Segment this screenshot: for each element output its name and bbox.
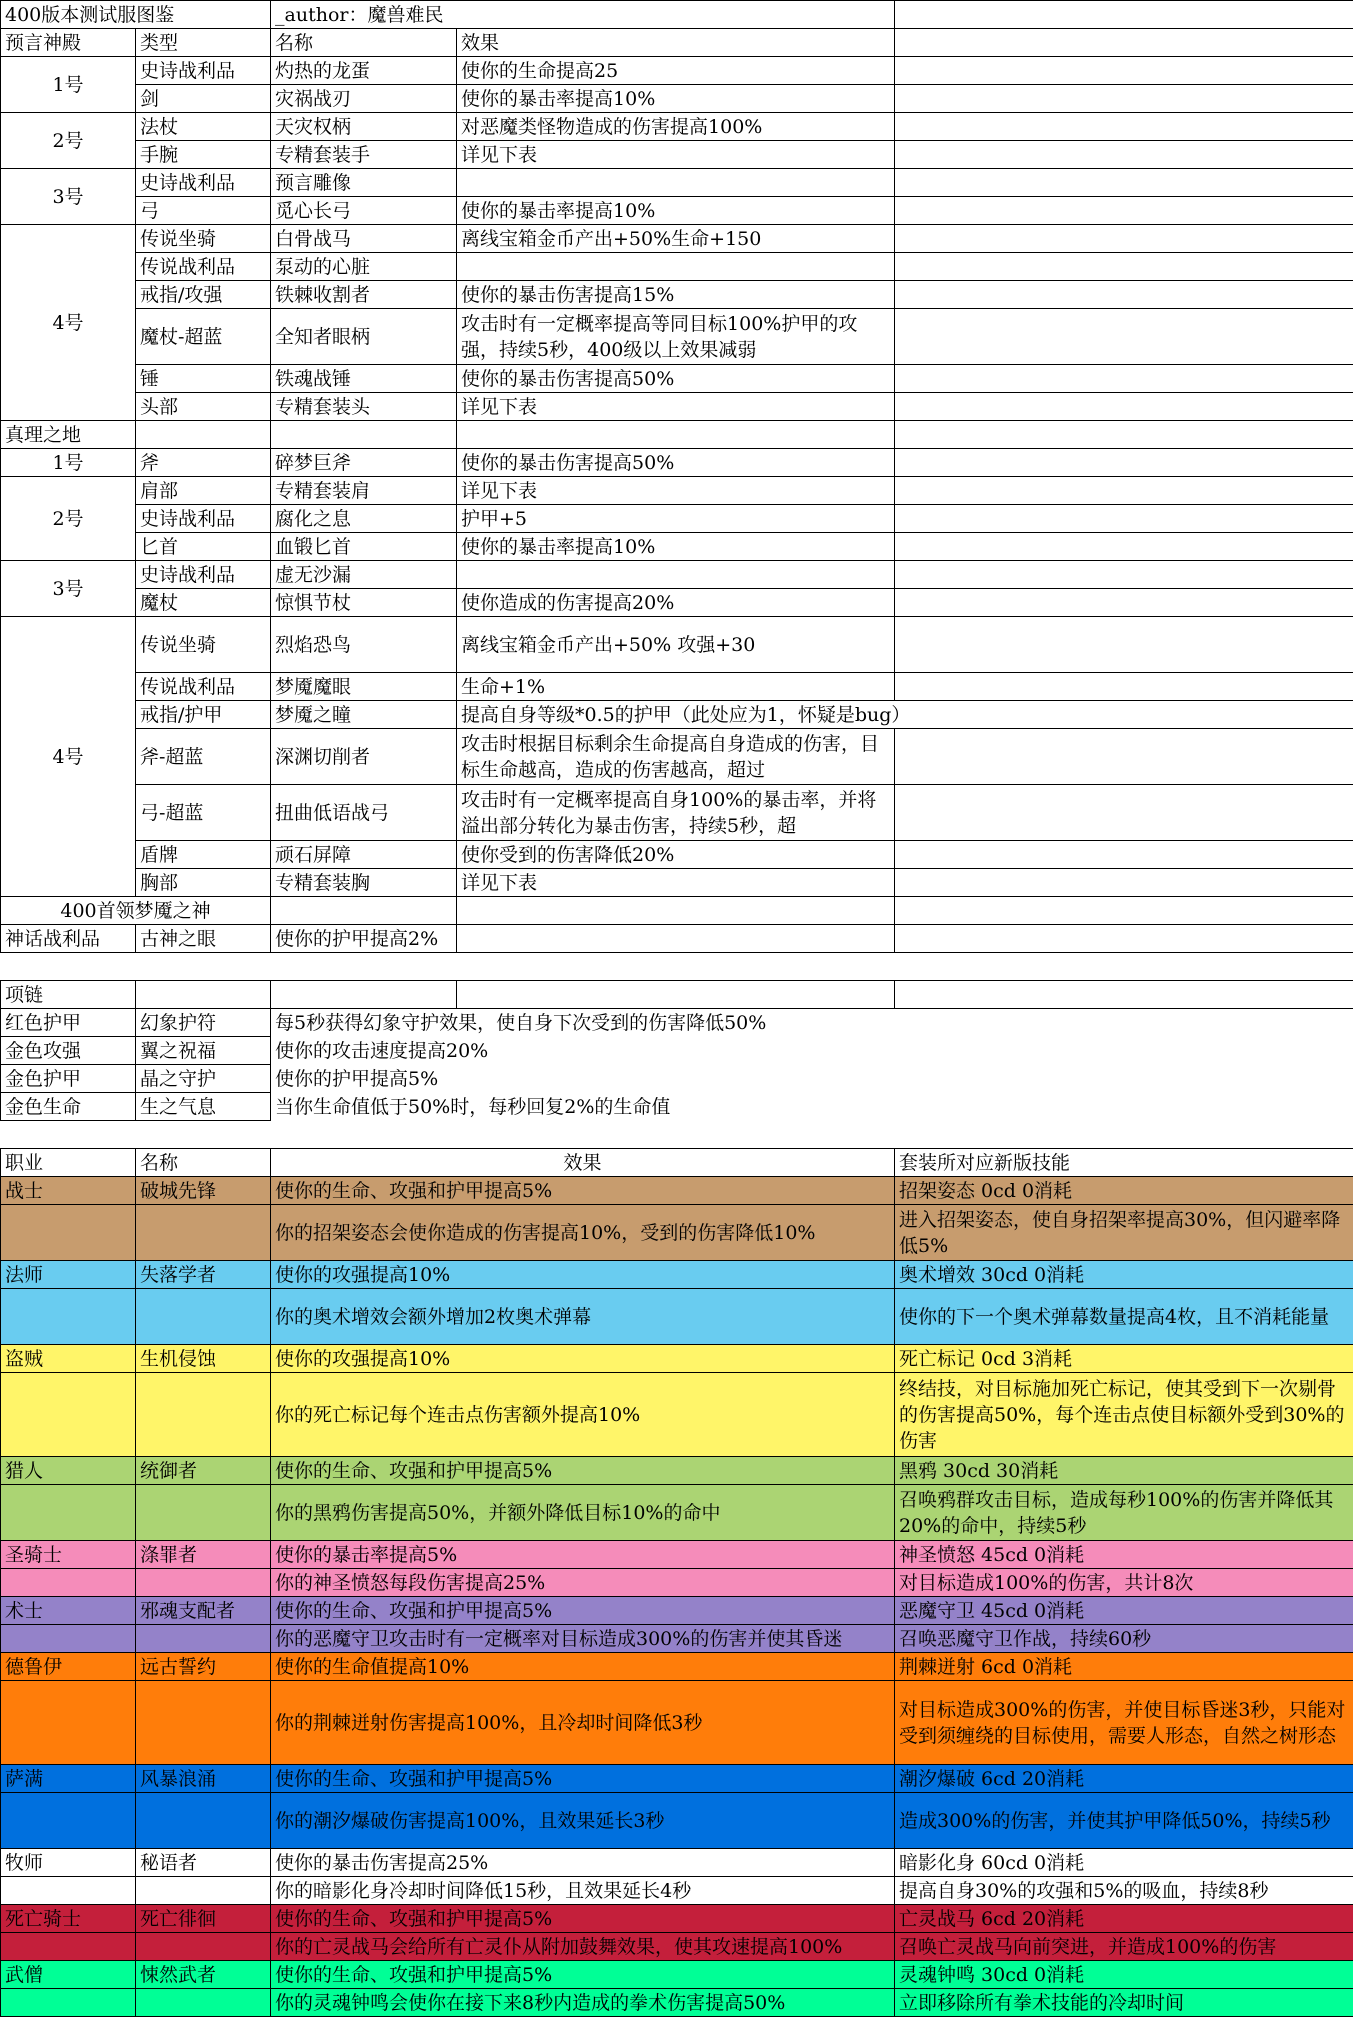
necklace-name[interactable]: 幻象护符 (136, 1009, 271, 1037)
item-type[interactable]: 剑 (136, 85, 271, 113)
item-type[interactable]: 史诗战利品 (136, 57, 271, 85)
item-effect[interactable]: 使你的生命提高25 (457, 57, 895, 85)
cell[interactable] (1, 1989, 136, 2017)
item-type[interactable]: 史诗战利品 (136, 561, 271, 589)
item-name[interactable]: 天灾权柄 (271, 113, 457, 141)
table-row (1, 505, 1353, 533)
item-name[interactable]: 专精套装胸 (271, 869, 457, 897)
skill-name[interactable]: 神圣愤怒 45cd 0消耗 (895, 1541, 1353, 1569)
item-type[interactable]: 肩部 (136, 477, 271, 505)
set-name[interactable]: 失落学者 (136, 1261, 271, 1289)
skill-desc[interactable]: 使你的下一个奥术弹幕数量提高4枚，且不消耗能量 (895, 1289, 1353, 1345)
cell[interactable] (895, 197, 1353, 225)
title-row (1, 1, 1353, 29)
set-effect[interactable]: 使你的暴击率提高5% (271, 1541, 895, 1569)
class-row (1, 1849, 1353, 1877)
item-effect[interactable]: 使你的暴击伤害提高50% (457, 365, 895, 393)
skill-desc[interactable]: 召唤亡灵战马向前突进，并造成100%的伤害 (895, 1933, 1353, 1961)
set-bonus[interactable]: 你的恶魔守卫攻击时有一定概率对目标造成300%的伤害并使其昏迷 (271, 1625, 895, 1653)
boss-label[interactable]: 2号 (1, 477, 136, 561)
cell[interactable] (895, 505, 1353, 533)
set-name[interactable]: 死亡徘徊 (136, 1905, 271, 1933)
item-name[interactable]: 梦魇魔眼 (271, 673, 457, 701)
item-type[interactable]: 胸部 (136, 869, 271, 897)
cell[interactable] (895, 589, 1353, 617)
boss-label[interactable]: 3号 (1, 561, 136, 617)
class-name[interactable]: 法师 (1, 1261, 136, 1289)
item-effect[interactable]: 离线宝箱金币产出+50% 攻强+30 (457, 617, 895, 673)
set-name[interactable]: 破城先锋 (136, 1177, 271, 1205)
cell[interactable] (136, 1933, 271, 1961)
item-name[interactable]: 专精套装肩 (271, 477, 457, 505)
class-row (1, 1457, 1353, 1485)
set-effect[interactable]: 使你的生命值提高10% (271, 1653, 895, 1681)
item-type[interactable]: 匕首 (136, 533, 271, 561)
set-name[interactable]: 邪魂支配者 (136, 1597, 271, 1625)
class-name[interactable]: 圣骑士 (1, 1541, 136, 1569)
item-effect[interactable]: 攻击时有一定概率提高自身100%的暴击率，并将溢出部分转化为暴击伤害，持续5秒，超 (457, 785, 895, 841)
table-row (1, 841, 1353, 869)
table-row (1, 561, 1353, 589)
item-type[interactable]: 传说坐骑 (136, 225, 271, 253)
class-name[interactable]: 盗贼 (1, 1345, 136, 1373)
item-effect[interactable]: 使你的护甲提高2% (271, 925, 457, 953)
boss-label[interactable]: 1号 (1, 449, 136, 477)
set-effect[interactable]: 使你的攻强提高10% (271, 1261, 895, 1289)
item-effect[interactable]: 使你受到的伤害降低20% (457, 841, 895, 869)
table-row (1, 449, 1353, 477)
cell[interactable] (457, 981, 895, 1009)
boss-label[interactable]: 2号 (1, 113, 136, 169)
item-name[interactable]: 虚无沙漏 (271, 561, 457, 589)
item-name[interactable]: 扭曲低语战弓 (271, 785, 457, 841)
item-effect[interactable]: 使你的暴击率提高10% (457, 197, 895, 225)
table-row (1, 281, 1353, 309)
cell[interactable] (895, 85, 1353, 113)
table-row (1, 253, 1353, 281)
column-header[interactable]: 套装所对应新版技能 (895, 1149, 1353, 1177)
cell[interactable] (457, 421, 895, 449)
section-title[interactable]: 项链 (1, 981, 136, 1009)
necklace-type[interactable]: 金色攻强 (1, 1037, 136, 1065)
necklace-effect[interactable]: 当你生命值低于50%时，每秒回复2%的生命值 (275, 1095, 671, 1118)
cell[interactable] (895, 393, 1353, 421)
cell[interactable] (271, 897, 457, 925)
cell[interactable] (136, 981, 271, 1009)
cell[interactable] (895, 57, 1353, 85)
table-row (1, 701, 1353, 729)
cell[interactable] (1, 1625, 136, 1653)
table-row (1, 141, 1353, 169)
necklace-type[interactable]: 金色生命 (1, 1093, 136, 1121)
cell[interactable] (895, 561, 1353, 589)
section-row (1, 29, 1353, 57)
skill-desc[interactable]: 造成300%的伤害，并使其护甲降低50%，持续5秒 (895, 1793, 1353, 1849)
item-name[interactable]: 梦魇之瞳 (271, 701, 457, 729)
item-effect[interactable]: 使你的暴击伤害提高15% (457, 281, 895, 309)
class-name[interactable]: 牧师 (1, 1849, 136, 1877)
table-row (1, 113, 1353, 141)
item-type[interactable]: 头部 (136, 393, 271, 421)
class-row (1, 1289, 1353, 1345)
item-effect[interactable]: 详见下表 (457, 393, 895, 421)
item-type[interactable]: 魔杖-超蓝 (136, 309, 271, 365)
item-effect[interactable]: 离线宝箱金币产出+50%生命+150 (457, 225, 895, 253)
skill-name[interactable]: 亡灵战马 6cd 20消耗 (895, 1905, 1353, 1933)
raid-table (0, 0, 1353, 953)
section-title[interactable]: 真理之地 (1, 421, 136, 449)
header-row (1, 1149, 1353, 1177)
set-bonus[interactable]: 你的潮汐爆破伤害提高100%，且效果延长3秒 (271, 1793, 895, 1849)
class-name[interactable]: 德鲁伊 (1, 1653, 136, 1681)
necklace-effect[interactable]: 使你的护甲提高5% (275, 1067, 439, 1090)
necklace-table (0, 980, 1353, 1121)
item-name[interactable]: 专精套装手 (271, 141, 457, 169)
table-row (1, 393, 1353, 421)
class-row (1, 1345, 1353, 1373)
cell[interactable] (895, 897, 1353, 925)
set-effect[interactable]: 使你的生命、攻强和护甲提高5% (271, 1765, 895, 1793)
item-effect[interactable] (457, 253, 895, 281)
set-name[interactable]: 秘语者 (136, 1849, 271, 1877)
table-row (1, 785, 1353, 841)
class-row (1, 1989, 1353, 2017)
item-effect[interactable]: 使你的暴击率提高10% (457, 85, 895, 113)
cell[interactable] (895, 673, 1353, 701)
cell[interactable] (895, 421, 1353, 449)
skill-desc[interactable]: 立即移除所有拳术技能的冷却时间 (895, 1989, 1353, 2017)
set-name[interactable]: 风暴浪涌 (136, 1765, 271, 1793)
class-row (1, 1765, 1353, 1793)
cell[interactable] (895, 925, 1353, 953)
set-bonus[interactable]: 你的亡灵战马会给所有亡灵仆从附加鼓舞效果，使其攻速提高100% (271, 1933, 895, 1961)
set-bonus[interactable]: 你的荆棘迸射伤害提高100%，且冷却时间降低3秒 (271, 1681, 895, 1765)
item-effect[interactable] (457, 561, 895, 589)
cell[interactable] (136, 421, 271, 449)
doc-title[interactable]: 400版本测试服图鉴 (1, 1, 271, 29)
set-bonus[interactable]: 你的暗影化身冷却时间降低15秒，且效果延长4秒 (271, 1877, 895, 1905)
cell[interactable] (895, 29, 1353, 57)
skill-name[interactable]: 奥术增效 30cd 0消耗 (895, 1261, 1353, 1289)
set-bonus[interactable]: 你的招架姿态会使你造成的伤害提高10%，受到的伤害降低10% (271, 1205, 895, 1261)
table-row (1, 617, 1353, 673)
cell[interactable] (895, 617, 1353, 673)
column-header[interactable]: 效果 (271, 1149, 895, 1177)
table-row (1, 589, 1353, 617)
item-name[interactable]: 白骨战马 (271, 225, 457, 253)
item-name[interactable]: 预言雕像 (271, 169, 457, 197)
table-row (1, 673, 1353, 701)
skill-desc[interactable]: 对目标造成100%的伤害，共计8次 (895, 1569, 1353, 1597)
cell[interactable] (895, 981, 1353, 1009)
boss-label[interactable]: 4号 (1, 225, 136, 421)
set-bonus[interactable]: 你的灵魂钟鸣会使你在接下来8秒内造成的拳术伤害提高50% (271, 1989, 895, 2017)
table-row (1, 477, 1353, 505)
column-header[interactable]: 效果 (457, 29, 895, 57)
item-name[interactable]: 泵动的心脏 (271, 253, 457, 281)
cell[interactable] (1, 1933, 136, 1961)
table-row (1, 1037, 1353, 1065)
cell[interactable] (895, 449, 1353, 477)
class-row (1, 1205, 1353, 1261)
class-row (1, 1905, 1353, 1933)
cell[interactable] (1, 1205, 136, 1261)
item-name[interactable]: 全知者眼柄 (271, 309, 457, 365)
table-row (1, 1093, 1353, 1121)
item-effect[interactable]: 生命+1% (457, 673, 895, 701)
cell[interactable] (1, 1373, 136, 1457)
item-effect[interactable]: 使你的暴击伤害提高50% (457, 449, 895, 477)
class-row (1, 1681, 1353, 1765)
cell[interactable] (136, 1373, 271, 1457)
cell[interactable] (895, 729, 1353, 785)
class-row (1, 1261, 1353, 1289)
class-name[interactable]: 术士 (1, 1597, 136, 1625)
skill-desc[interactable]: 召唤恶魔守卫作战，持续60秒 (895, 1625, 1353, 1653)
cell[interactable] (895, 309, 1353, 365)
cell[interactable] (136, 1989, 271, 2017)
cell[interactable] (136, 1569, 271, 1597)
cell[interactable] (895, 785, 1353, 841)
item-type[interactable]: 传说战利品 (136, 253, 271, 281)
column-header[interactable]: 名称 (136, 1149, 271, 1177)
skill-desc[interactable]: 召唤鸦群攻击目标，造成每秒100%的伤害并降低其20%的命中，持续5秒 (895, 1485, 1353, 1541)
cell[interactable] (1, 1793, 136, 1849)
set-bonus[interactable]: 你的神圣愤怒每段伤害提高25% (271, 1569, 895, 1597)
set-effect[interactable]: 使你的生命、攻强和护甲提高5% (271, 1177, 895, 1205)
skill-desc[interactable]: 提高自身30%的攻强和5%的吸血，持续8秒 (895, 1877, 1353, 1905)
cell[interactable] (136, 1793, 271, 1849)
table-row (1, 1065, 1353, 1093)
item-effect[interactable]: 使你造成的伤害提高20% (457, 589, 895, 617)
cell[interactable] (1, 1289, 136, 1345)
item-effect[interactable]: 攻击时根据目标剩余生命提高自身造成的伤害，目标生命越高，造成的伤害越高，超过 (457, 729, 895, 785)
table-row (1, 169, 1353, 197)
item-effect[interactable] (457, 169, 895, 197)
necklace-name[interactable]: 生之气息 (136, 1093, 271, 1121)
table-row (1, 365, 1353, 393)
item-effect[interactable]: 提高自身等级*0.5的护甲（此处应为1，怀疑是bug） (457, 701, 1353, 729)
item-name[interactable]: 血锻匕首 (271, 533, 457, 561)
skill-name[interactable]: 暗影化身 60cd 0消耗 (895, 1849, 1353, 1877)
class-name[interactable]: 武僧 (1, 1961, 136, 1989)
item-name[interactable]: 专精套装头 (271, 393, 457, 421)
cell[interactable] (457, 897, 895, 925)
skill-name[interactable]: 招架姿态 0cd 0消耗 (895, 1177, 1353, 1205)
item-name[interactable]: 古神之眼 (136, 925, 271, 953)
cell[interactable] (271, 421, 457, 449)
item-type[interactable]: 法杖 (136, 113, 271, 141)
table-row (1, 57, 1353, 85)
cell[interactable] (895, 281, 1353, 309)
item-effect[interactable]: 对恶魔类怪物造成的伤害提高100% (457, 113, 895, 141)
necklace-effect[interactable]: 使你的攻击速度提高20% (275, 1039, 489, 1062)
item-effect[interactable]: 详见下表 (457, 477, 895, 505)
item-effect[interactable]: 详见下表 (457, 141, 895, 169)
item-name[interactable]: 铁魂战锤 (271, 365, 457, 393)
table-row (1, 197, 1353, 225)
item-type[interactable]: 戒指/护甲 (136, 701, 271, 729)
item-name[interactable]: 深渊切削者 (271, 729, 457, 785)
item-name[interactable]: 碎梦巨斧 (271, 449, 457, 477)
class-row (1, 1485, 1353, 1541)
class-row (1, 1597, 1353, 1625)
class-row (1, 1961, 1353, 1989)
section-row (1, 421, 1353, 449)
class-row (1, 1373, 1353, 1457)
item-effect[interactable]: 护甲+5 (457, 505, 895, 533)
set-name[interactable]: 远古誓约 (136, 1653, 271, 1681)
cell[interactable] (895, 365, 1353, 393)
item-type[interactable]: 手腕 (136, 141, 271, 169)
item-type[interactable]: 盾牌 (136, 841, 271, 869)
column-header[interactable]: 类型 (136, 29, 271, 57)
item-type[interactable]: 弓-超蓝 (136, 785, 271, 841)
cell[interactable] (895, 113, 1353, 141)
item-name[interactable]: 顽石屏障 (271, 841, 457, 869)
item-type[interactable]: 史诗战利品 (136, 505, 271, 533)
item-type[interactable]: 锤 (136, 365, 271, 393)
cell[interactable] (1, 1681, 136, 1765)
set-bonus[interactable]: 你的奥术增效会额外增加2枚奥术弹幕 (271, 1289, 895, 1345)
item-name[interactable]: 灾祸战刃 (271, 85, 457, 113)
cell[interactable] (136, 1289, 271, 1345)
item-type[interactable]: 戒指/攻强 (136, 281, 271, 309)
class-name[interactable]: 战士 (1, 1177, 136, 1205)
table-row (1, 729, 1353, 785)
cell[interactable] (895, 253, 1353, 281)
set-effect[interactable]: 使你的暴击伤害提高25% (271, 1849, 895, 1877)
item-type[interactable]: 传说战利品 (136, 673, 271, 701)
skill-name[interactable]: 灵魂钟鸣 30cd 0消耗 (895, 1961, 1353, 1989)
set-effect[interactable]: 使你的生命、攻强和护甲提高5% (271, 1905, 895, 1933)
class-row (1, 1625, 1353, 1653)
author-label[interactable]: _author：魔兽难民 (271, 1, 895, 29)
set-bonus[interactable]: 你的死亡标记每个连击点伤害额外提高10% (271, 1373, 895, 1457)
final-boss-row (1, 897, 1353, 925)
necklace-effect[interactable]: 每5秒获得幻象守护效果，使自身下次受到的伤害降低50% (275, 1011, 767, 1034)
item-type[interactable]: 史诗战利品 (136, 169, 271, 197)
item-name[interactable]: 灼热的龙蛋 (271, 57, 457, 85)
item-type[interactable]: 神话战利品 (1, 925, 136, 953)
item-effect[interactable]: 攻击时有一定概率提高等同目标100%护甲的攻强，持续5秒，400级以上效果减弱 (457, 309, 895, 365)
item-effect[interactable]: 使你的暴击率提高10% (457, 533, 895, 561)
necklace-type[interactable]: 红色护甲 (1, 1009, 136, 1037)
cell[interactable] (895, 169, 1353, 197)
set-name[interactable]: 涤罪者 (136, 1541, 271, 1569)
set-name[interactable]: 统御者 (136, 1457, 271, 1485)
cell[interactable] (895, 225, 1353, 253)
class-row (1, 1793, 1353, 1849)
set-name[interactable]: 悚然武者 (136, 1961, 271, 1989)
cell[interactable] (1, 1485, 136, 1541)
cell[interactable] (895, 141, 1353, 169)
table-row (1, 309, 1353, 365)
skill-desc[interactable]: 对目标造成300%的伤害，并使目标昏迷3秒，只能对受到须缠绕的目标使用，需要人形态，自然之树形态 (895, 1681, 1353, 1765)
skill-desc[interactable]: 终结技，对目标施加死亡标记，使其受到下一次剔骨的伤害提高50%，每个连击点使目标额外受到30%的伤害 (895, 1373, 1353, 1457)
set-effect[interactable]: 使你的生命、攻强和护甲提高5% (271, 1457, 895, 1485)
skill-name[interactable]: 恶魔守卫 45cd 0消耗 (895, 1597, 1353, 1625)
cell[interactable] (895, 869, 1353, 897)
set-bonus[interactable]: 你的黑鸦伤害提高50%，并额外降低目标10%的命中 (271, 1485, 895, 1541)
item-name[interactable]: 惊惧节杖 (271, 589, 457, 617)
class-row (1, 1653, 1353, 1681)
skill-name[interactable]: 黑鸦 30cd 30消耗 (895, 1457, 1353, 1485)
cell[interactable] (895, 477, 1353, 505)
item-type[interactable]: 斧-超蓝 (136, 729, 271, 785)
item-name[interactable]: 腐化之息 (271, 505, 457, 533)
table-row (1, 85, 1353, 113)
skill-name[interactable]: 潮汐爆破 6cd 20消耗 (895, 1765, 1353, 1793)
item-type[interactable]: 魔杖 (136, 589, 271, 617)
item-effect[interactable]: 详见下表 (457, 869, 895, 897)
class-row (1, 1569, 1353, 1597)
table-row (1, 225, 1353, 253)
section-title[interactable]: 预言神殿 (1, 29, 136, 57)
necklace-name[interactable]: 晶之守护 (136, 1065, 271, 1093)
cell[interactable] (136, 1485, 271, 1541)
cell[interactable] (136, 1205, 271, 1261)
class-row (1, 1541, 1353, 1569)
item-type[interactable]: 传说坐骑 (136, 617, 271, 673)
set-name[interactable]: 生机侵蚀 (136, 1345, 271, 1373)
item-type[interactable]: 斧 (136, 449, 271, 477)
boss-label[interactable]: 1号 (1, 57, 136, 113)
final-boss-title[interactable]: 400首领梦魇之神 (1, 897, 271, 925)
cell[interactable] (895, 533, 1353, 561)
cell[interactable] (136, 1625, 271, 1653)
item-name[interactable]: 铁棘收割者 (271, 281, 457, 309)
class-name[interactable]: 萨满 (1, 1765, 136, 1793)
set-effect[interactable]: 使你的生命、攻强和护甲提高5% (271, 1597, 895, 1625)
necklace-name[interactable]: 翼之祝福 (136, 1037, 271, 1065)
skill-name[interactable]: 死亡标记 0cd 3消耗 (895, 1345, 1353, 1373)
table-row (1, 925, 1353, 953)
boss-label[interactable]: 4号 (1, 617, 136, 897)
skill-desc[interactable]: 进入招架姿态，使自身招架率提高30%，但闪避率降低5% (895, 1205, 1353, 1261)
set-effect[interactable]: 使你的生命、攻强和护甲提高5% (271, 1961, 895, 1989)
class-name[interactable]: 猎人 (1, 1457, 136, 1485)
cell[interactable] (136, 1877, 271, 1905)
class-row (1, 1933, 1353, 1961)
table-row (1, 533, 1353, 561)
cell[interactable] (1, 1569, 136, 1597)
item-type[interactable]: 弓 (136, 197, 271, 225)
cell[interactable] (271, 981, 457, 1009)
class-row (1, 1877, 1353, 1905)
cell[interactable] (895, 1, 1353, 29)
table-row (1, 1009, 1353, 1037)
cell[interactable] (1, 1877, 136, 1905)
cell[interactable] (457, 925, 895, 953)
boss-label[interactable]: 3号 (1, 169, 136, 225)
item-name[interactable]: 烈焰恐鸟 (271, 617, 457, 673)
class-name[interactable]: 死亡骑士 (1, 1905, 136, 1933)
section-row (1, 981, 1353, 1009)
item-name[interactable]: 觅心长弓 (271, 197, 457, 225)
column-header[interactable]: 名称 (271, 29, 457, 57)
class-row (1, 1177, 1353, 1205)
table-row (1, 869, 1353, 897)
cell[interactable] (895, 841, 1353, 869)
cell[interactable] (136, 1681, 271, 1765)
class-set-table (0, 1148, 1353, 2017)
skill-name[interactable]: 荆棘迸射 6cd 0消耗 (895, 1653, 1353, 1681)
column-header[interactable]: 职业 (1, 1149, 136, 1177)
necklace-type[interactable]: 金色护甲 (1, 1065, 136, 1093)
set-effect[interactable]: 使你的攻强提高10% (271, 1345, 895, 1373)
